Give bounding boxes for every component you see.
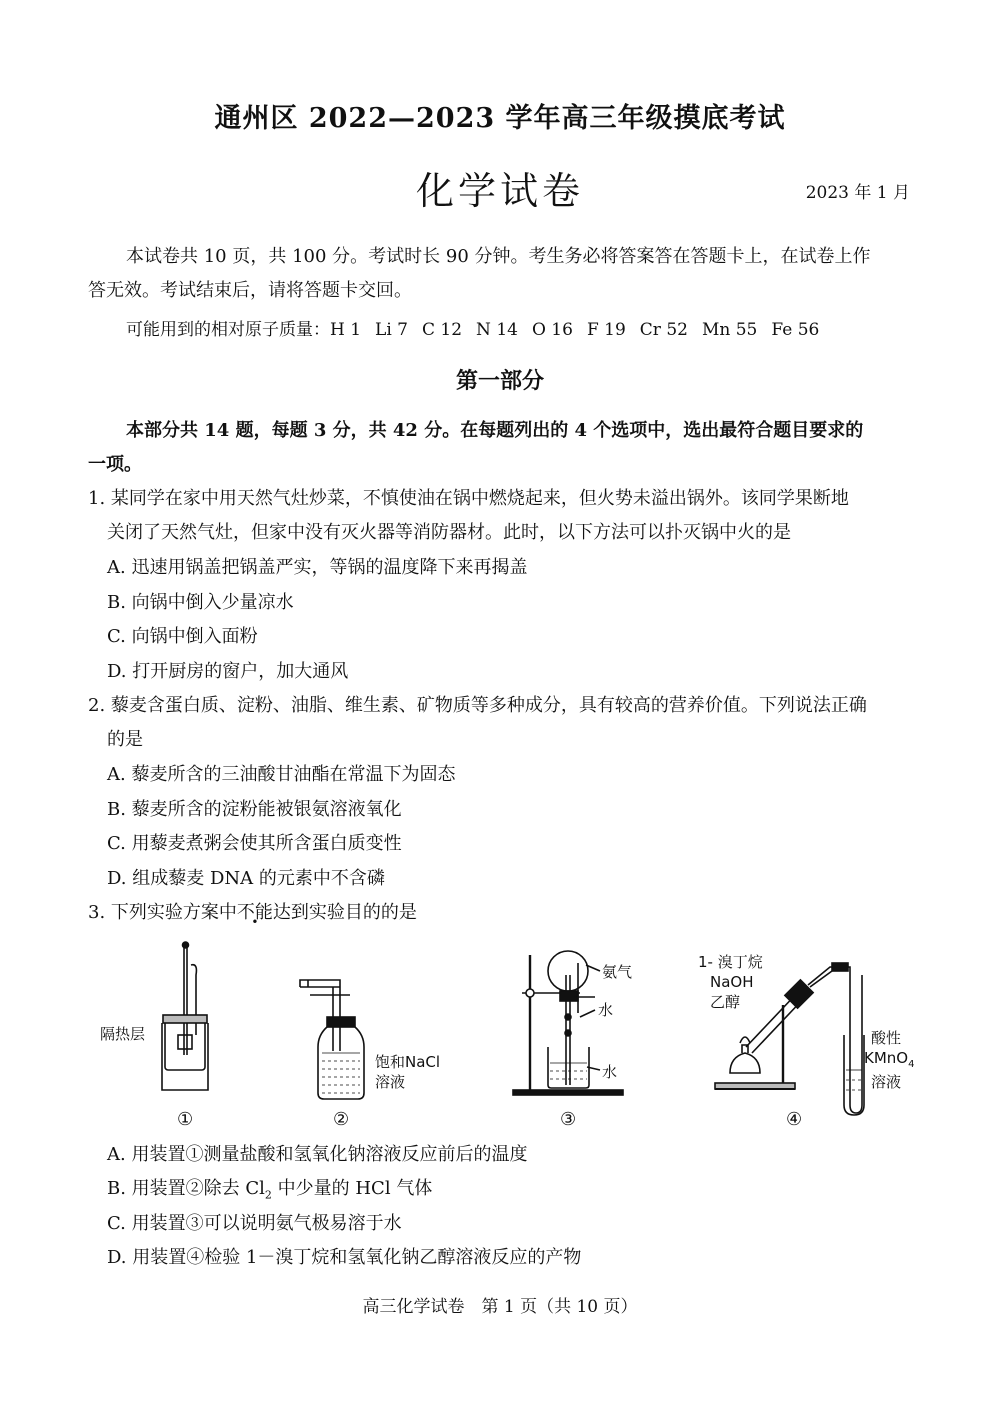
label-bromobutane: 1- 溴丁烷 [698, 953, 763, 971]
q3-option-b-pre: B. 用装置②除去 Cl [107, 1178, 265, 1199]
label-kmno4-sub: 4 [908, 1059, 915, 1070]
q1-option-d: D. 打开厨房的窗户，加大通风 [107, 661, 349, 682]
atomic-mass: N 14 [476, 320, 518, 340]
q1-stem-2: 关闭了天然气灶，但家中没有灭火器等消防器材。此时，以下方法可以扑灭锅中火的是 [107, 522, 791, 543]
atomic-mass: O 16 [531, 320, 573, 340]
page-footer: 高三化学试卷 第 1 页（共 10 页） [362, 1297, 638, 1317]
exam-title: 通州区 2022—2023 学年高三年级摸底考试 [214, 103, 786, 134]
exam-date: 2023 年 1 月 [805, 183, 910, 203]
label-nacl-1: 饱和NaCl [375, 1053, 441, 1071]
atomic-masses [126, 313, 833, 347]
label-insulation: 隔热层 [100, 1025, 146, 1043]
label-kmno4-main: KMnO [864, 1049, 909, 1067]
figure-number-3: ③ [560, 1109, 577, 1130]
q1-stem-1: 1. 某同学在家中用天然气灶炒菜，不慎使油在锅中燃烧起来，但火势未溢出锅外。该同学果断地 [88, 488, 849, 509]
atomic-mass: Li 7 [375, 320, 408, 340]
intro-line-2: 答无效。考试结束后，请将答题卡交回。 [88, 280, 412, 301]
q3-apparatus-figure [90, 935, 930, 1135]
atomic-mass: C 12 [422, 320, 463, 340]
q1-option-b: B. 向锅中倒入少量凉水 [107, 592, 294, 613]
label-acidic: 酸性 [871, 1029, 902, 1047]
q2-stem-2: 的是 [107, 729, 143, 750]
label-solution: 溶液 [871, 1073, 902, 1091]
q3-stem-post: 达到实验目的的是 [272, 902, 417, 923]
q2-option-b: B. 藜麦所含的淀粉能被银氨溶液氧化 [107, 799, 402, 820]
q2-stem-1: 2. 藜麦含蛋白质、淀粉、油脂、维生素、矿物质等多种成分，具有较高的营养价值。下列说法正确 [88, 695, 867, 716]
atomic-mass: Cr 52 [639, 320, 688, 340]
q3-option-b-post: 中少量的 HCl 气体 [271, 1178, 433, 1199]
q2-option-a: A. 藜麦所含的三油酸甘油酯在常温下为固态 [107, 764, 456, 785]
q3-option-d: D. 用装置④检验 1－溴丁烷和氢氧化钠乙醇溶液反应的产物 [107, 1247, 582, 1268]
atomic-mass: F 19 [586, 320, 626, 340]
label-water-1: 水 [598, 1001, 614, 1019]
q2-option-d: D. 组成藜麦 DNA 的元素中不含磷 [107, 868, 385, 889]
figure-number-4: ④ [786, 1109, 803, 1130]
part-heading: 第一部分 [455, 368, 544, 394]
label-kmno4 [864, 1049, 914, 1070]
q1-option-c: C. 向锅中倒入面粉 [107, 626, 258, 647]
calorimeter-apparatus [162, 942, 208, 1090]
atomic-mass: Fe 56 [771, 320, 820, 340]
figure-number-2: ② [333, 1109, 350, 1130]
label-ammonia: 氨气 [602, 963, 633, 981]
gas-washing-bottle [300, 980, 364, 1099]
label-ethanol: 乙醇 [710, 993, 741, 1011]
figure-number-1: ① [177, 1109, 194, 1130]
label-naoh: NaOH [710, 973, 754, 991]
q2-option-c: C. 用藜麦煮粥会使其所含蛋白质变性 [107, 833, 402, 854]
atomic-mass: Mn 55 [701, 320, 758, 340]
intro-line-1: 本试卷共 10 页，共 100 分。考试时长 90 分钟。考生务必将答案答在答题卡上，在试卷上作 [126, 246, 871, 267]
part-instructions-1: 本部分共 14 题，每题 3 分，共 42 分。在每题列出的 4 个选项中，选出最符合题目要求的 [126, 420, 864, 441]
part-instructions-2: 一项。 [88, 454, 142, 475]
q3-stem [88, 896, 417, 930]
q3-stem-emphasis: 不能 [236, 902, 273, 923]
q3-option-a: A. 用装置①测量盐酸和氢氧化钠溶液反应前后的温度 [107, 1144, 528, 1165]
atomic-mass-label: 可能用到的相对原子质量： [126, 320, 330, 340]
q3-option-b-sub: 2 [264, 1188, 272, 1202]
label-nacl-2: 溶液 [375, 1073, 406, 1091]
label-water-2: 水 [602, 1063, 618, 1081]
atomic-mass: H 1 [330, 320, 362, 340]
q3-stem-pre: 3. 下列实验方案中 [88, 902, 237, 923]
q1-option-a: A. 迅速用锅盖把锅盖严实，等锅的温度降下来再揭盖 [107, 557, 528, 578]
q3-option-c: C. 用装置③可以说明氨气极易溶于水 [107, 1213, 402, 1234]
exam-subtitle: 化学试卷 [415, 169, 584, 213]
